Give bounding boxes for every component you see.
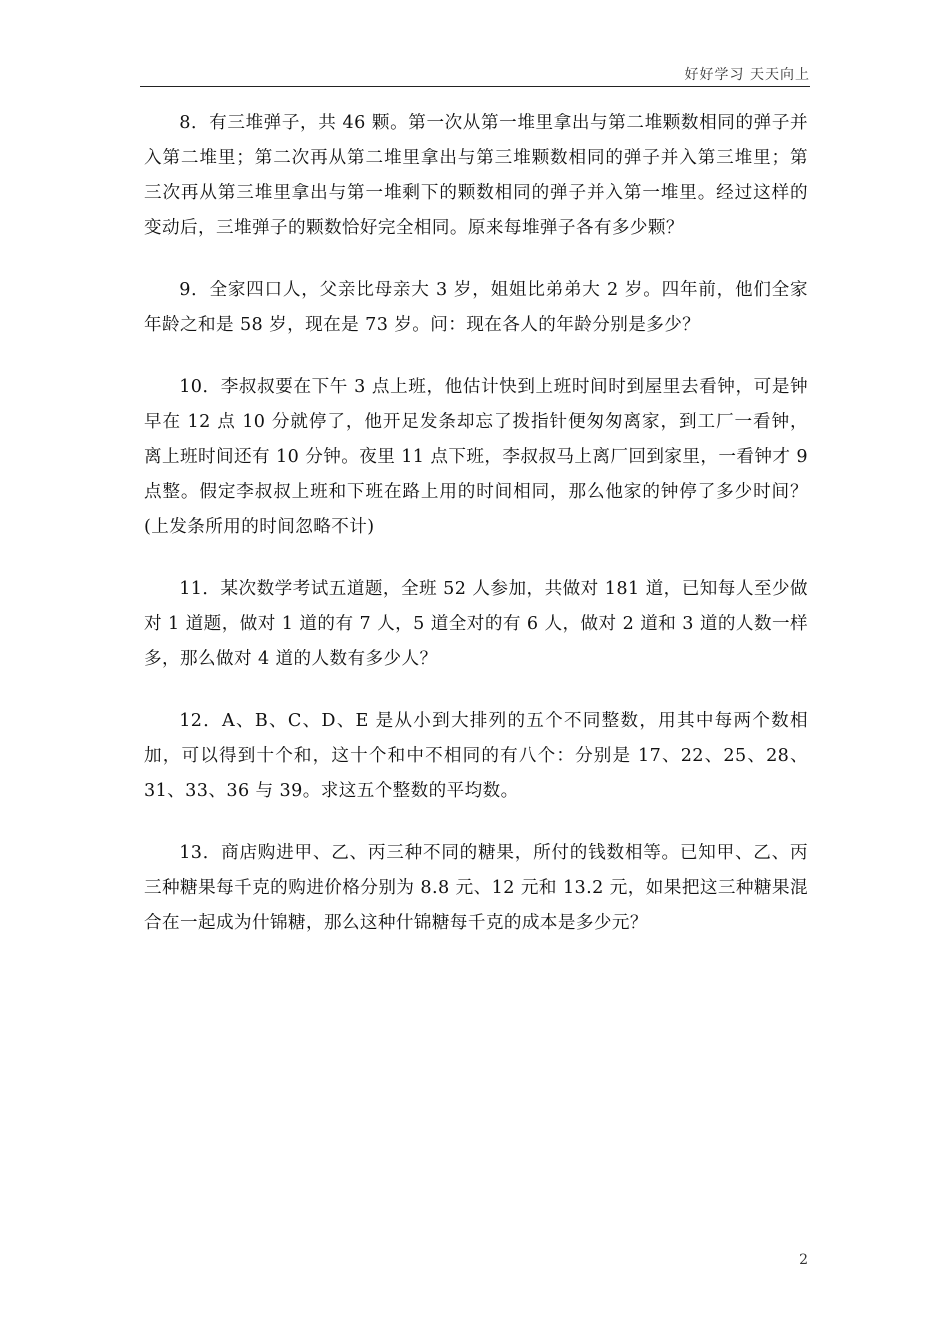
problem-13: 13．商店购进甲、乙、丙三种不同的糖果，所付的钱数相等。已知甲、乙、丙三种糖果每千克的购进价格分别为 8.8 元、12 元和 13.2 元，如果把这三种糖果混合在一起成为什锦糖，那么这种什锦糖每千克的成本是多少元？ [144, 843, 808, 933]
header-motto: 好好学习 天天向上 [684, 67, 810, 83]
page-number: 2 [799, 1252, 808, 1268]
document-body [144, 106, 808, 968]
problem-11: 11．某次数学考试五道题，全班 52 人参加，共做对 181 道，已知每人至少做对 1 道题，做对 1 道的有 7 人，5 道全对的有 6 人，做对 2 道和 3 道的人数一样多，那么做对 4 道的人数有多少人？ [144, 579, 808, 669]
problem-9: 9．全家四口人，父亲比母亲大 3 岁，姐姐比弟弟大 2 岁。四年前，他们全家年龄之和是 58 岁，现在是 73 岁。问：现在各人的年龄分别是多少？ [144, 280, 808, 335]
problem-12: 12．A、B、C、D、E 是从小到大排列的五个不同整数，用其中每两个数相加，可以得到十个和，这十个和中不相同的有八个：分别是 17、22、25、28、31、33、36 与 39。求这五个整数的平均数。 [144, 711, 808, 801]
page-header [140, 62, 810, 87]
problem-8: 8．有三堆弹子，共 46 颗。第一次从第一堆里拿出与第二堆颗数相同的弹子并入第二堆里；第二次再从第二堆里拿出与第三堆颗数相同的弹子并入第三堆里；第三次再从第三堆里拿出与第一堆剩下的颗数相同的弹子并入第一堆里。经过这样的变动后，三堆弹子的颗数恰好完全相同。原来每堆弹子各有多少颗？ [144, 113, 808, 238]
problem-10: 10．李叔叔要在下午 3 点上班，他估计快到上班时间时到屋里去看钟，可是钟早在 12 点 10 分就停了，他开足发条却忘了拨指针便匆匆离家，到工厂一看钟，离上班时间还有 10 分钟。夜里 11 点下班，李叔叔马上离厂回到家里，一看钟才 9 点整。假定李叔叔上班和下班在路上用的时间相同，那么他家的钟停了多少时间？(上发条所用的时间忽略不计) [144, 377, 808, 537]
